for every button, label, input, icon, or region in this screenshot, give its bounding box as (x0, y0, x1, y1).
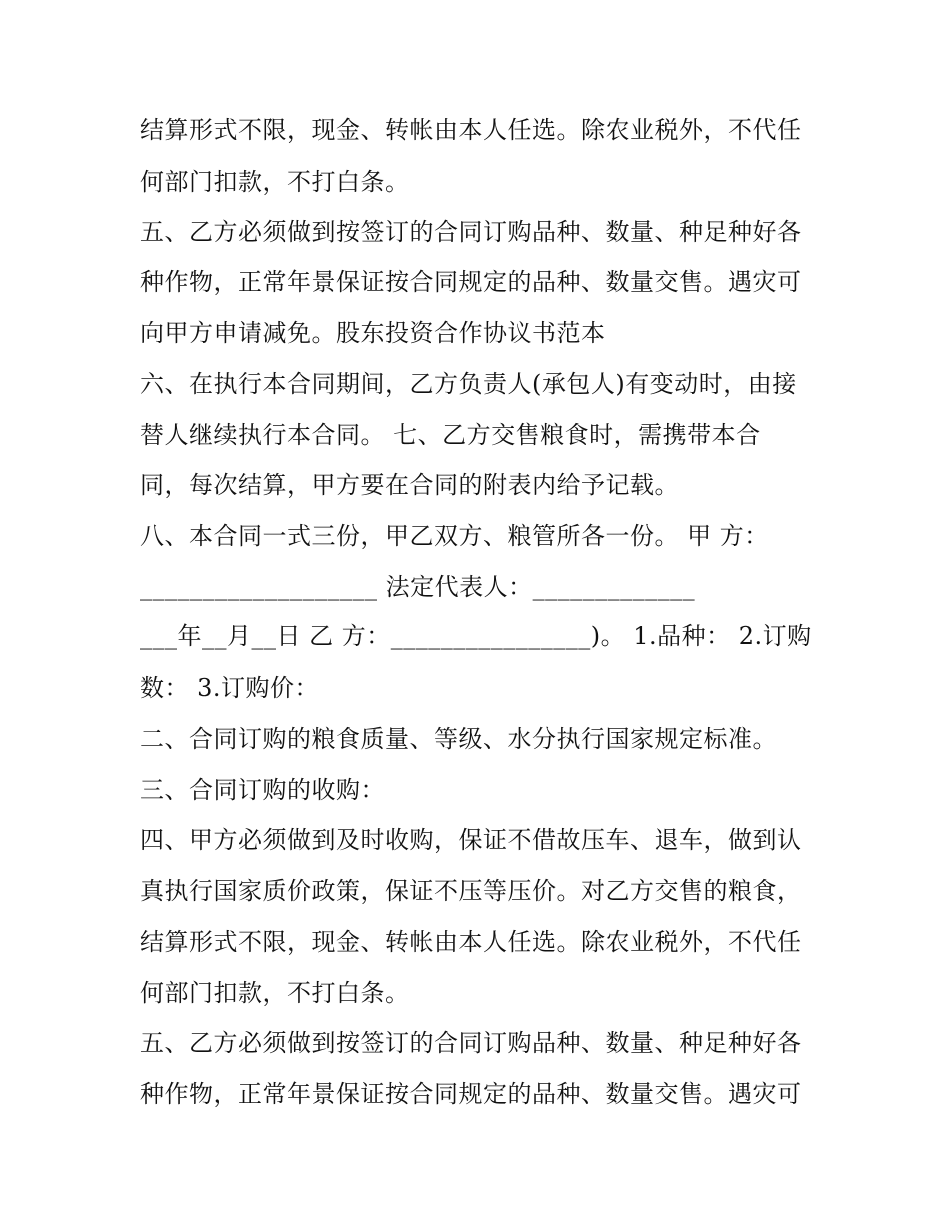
text-line: 何部门扣款，不打白条。 (140, 979, 410, 1007)
text-line: 种作物，正常年景保证按合同规定的品种、数量交售。遇灾可 (140, 268, 802, 296)
signature-line: ___________________ 法定代表人：_____________ (140, 573, 696, 601)
text-line: 真执行国家质价政策，保证不压等压价。对乙方交售的粮食， (140, 877, 802, 905)
text-line: 何部门扣款，不打白条。 (140, 168, 410, 196)
text-line: 数： 3.订购价： (140, 674, 320, 702)
text-line: 五、乙方必须做到按签订的合同订购品种、数量、种足种好各 (140, 218, 802, 246)
text-line: 四、甲方必须做到及时收购，保证不借故压车、退车，做到认 (140, 826, 802, 854)
text-line: 结算形式不限，现金、转帐由本人任选。除农业税外，不代任 (140, 928, 802, 956)
text-line: 替人继续执行本合同。 七、乙方交售粮食时，需携带本合 (140, 421, 761, 449)
text-line: 二、合同订购的粮食质量、等级、水分执行国家规定标准。 (140, 725, 777, 753)
text-line: 同，每次结算，甲方要在合同的附表内给予记载。 (140, 471, 679, 499)
text-line: 六、在执行本合同期间，乙方负责人(承包人)有变动时，由接 (140, 370, 797, 398)
text-line: 向甲方申请减免。股东投资合作协议书范本 (140, 319, 606, 347)
text-line: 种作物，正常年景保证按合同规定的品种、数量交售。遇灾可 (140, 1080, 802, 1108)
text-line: 八、本合同一式三份，甲乙双方、粮管所各一份。 甲 方： (140, 522, 769, 550)
text-line: ___年__月__日 乙 方：________________)。 1.品种： 2.订购 (140, 622, 812, 650)
text-line: 结算形式不限，现金、转帐由本人任选。除农业税外，不代任 (140, 116, 802, 144)
text-line: 五、乙方必须做到按签订的合同订购品种、数量、种足种好各 (140, 1029, 802, 1057)
text-line: 三、合同订购的收购： (140, 776, 385, 804)
